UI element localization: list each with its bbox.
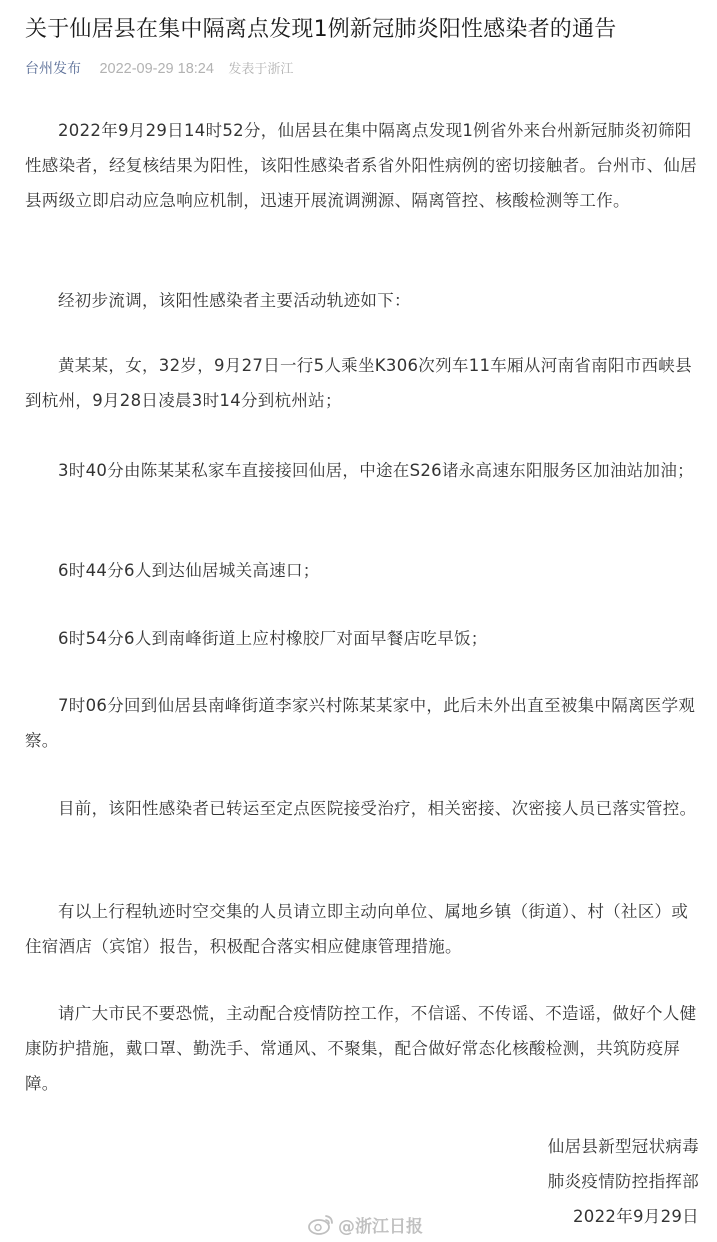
paragraph-5: 6时44分6人到达仙居城关高速口； bbox=[58, 561, 320, 580]
signature-line-1: 仙居县新型冠状病毒 bbox=[547, 1137, 699, 1156]
watermark-text: @浙江日报 bbox=[338, 1216, 423, 1237]
publish-location: 发表于浙江 bbox=[228, 62, 294, 77]
weibo-icon bbox=[308, 1213, 334, 1235]
paragraph-2: 经初步流调，该阳性感染者主要活动轨迹如下： bbox=[58, 291, 411, 310]
paragraph-3: 黄某某，女，32岁，9月27日一行5人乘坐K306次列车11车厢从河南省南阳市西峡县到杭州，9月28日凌晨3时14分到杭州站； bbox=[25, 356, 692, 410]
paragraph-9: 有以上行程轨迹时空交集的人员请立即主动向单位、属地乡镇（街道）、村（社区）或住宿酒店（宾馆）报告，积极配合落实相应健康管理措施。 bbox=[25, 902, 689, 956]
signature-date: 2022年9月29日 bbox=[573, 1207, 699, 1226]
paragraph-8: 目前，该阳性感染者已转运至定点医院接受治疗，相关密接、次密接人员已落实管控。 bbox=[58, 799, 697, 818]
article-meta bbox=[25, 58, 293, 80]
paragraph-6: 6时54分6人到南峰街道上应村橡胶厂对面早餐店吃早饭； bbox=[58, 629, 488, 648]
article-title: 关于仙居县在集中隔离点发现1例新冠肺炎阳性感染者的通告 bbox=[25, 17, 617, 42]
signature-line-2: 肺炎疫情防控指挥部 bbox=[547, 1172, 699, 1191]
paragraph-7: 7时06分回到仙居县南峰街道李家兴村陈某某家中，此后未外出直至被集中隔离医学观察。 bbox=[25, 696, 696, 750]
watermark bbox=[308, 1210, 423, 1238]
paragraph-10: 请广大市民不要恐慌，主动配合疫情防控工作，不信谣、不传谣、不造谣，做好个人健康防护措施，戴口罩、勤洗手、常通风、不聚集，配合做好常态化核酸检测，共筑防疫屏障。 bbox=[25, 1004, 697, 1093]
publish-time: 2022-09-29 18:24 bbox=[99, 61, 214, 77]
account-name-link[interactable]: 台州发布 bbox=[25, 61, 81, 77]
paragraph-1: 2022年9月29日14时52分，仙居县在集中隔离点发现1例省外来台州新冠肺炎初筛阳性感染者，经复核结果为阳性，该阳性感染者系省外阳性病例的密切接触者。台州市、仙居县两级立即启动应急响应机制，迅速开展流调溯源、隔离管控、核酸检测等工作。 bbox=[25, 121, 697, 210]
paragraph-4: 3时40分由陈某某私家车直接接回仙居，中途在S26诸永高速东阳服务区加油站加油； bbox=[58, 461, 694, 480]
